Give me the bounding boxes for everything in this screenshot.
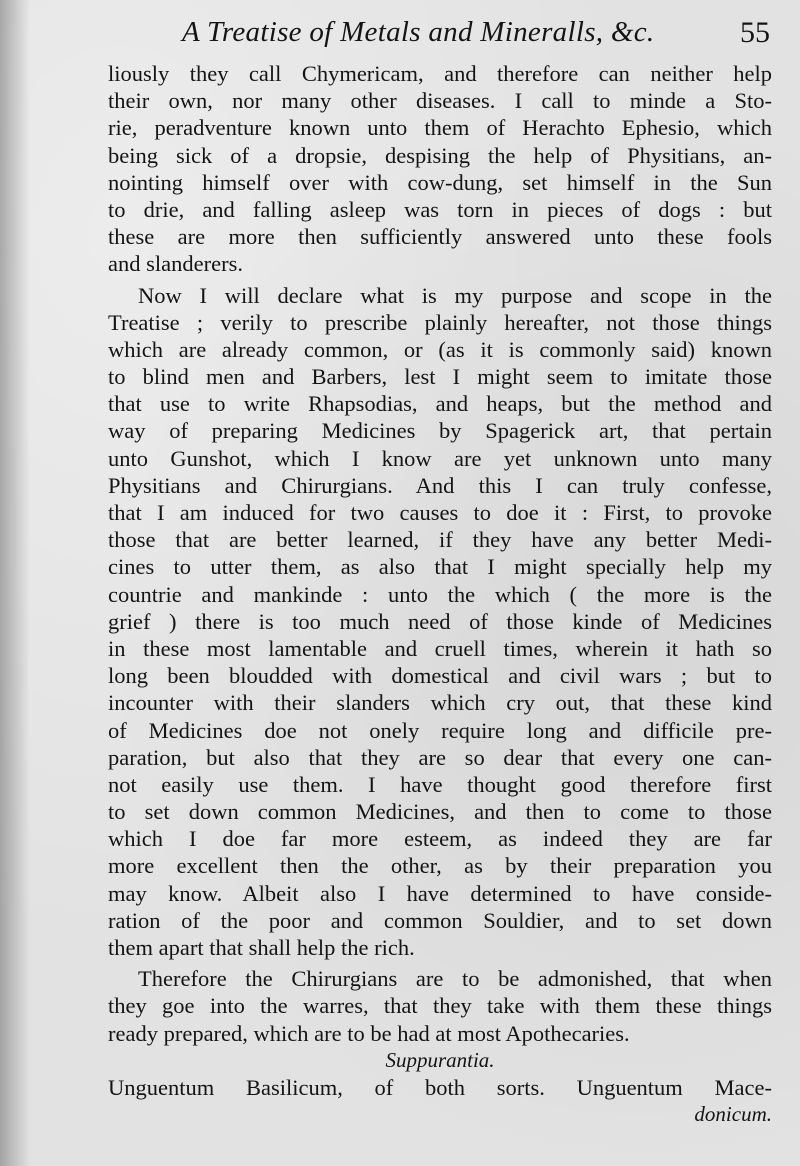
body-text <box>108 60 772 1128</box>
paragraph-3 <box>108 965 772 1047</box>
section-subheading: Suppurantia. <box>385 1047 495 1072</box>
text-line: paration, but also that they are so dear that every one can- <box>108 744 772 770</box>
text-line: their own, nor many other diseases. I call to minde a Sto- <box>108 88 772 114</box>
text-line: rie, peradventure known unto them of Herachto Ephesio, which <box>108 115 772 141</box>
text-line: long been bloudded with domestical and civil wars ; but to <box>108 663 772 689</box>
text-line: of Medicines doe not onely require long and difficile pre- <box>108 717 772 743</box>
text-line: unto Gunshot, which I know are yet unknown unto many <box>108 445 772 471</box>
text-line: these are more then sufficiently answered unto these fools <box>108 224 772 250</box>
closing-continuation: donicum. <box>694 1102 772 1127</box>
text-line: to drie, and falling asleep was torn in pieces of dogs : but <box>108 196 772 222</box>
text-line: that use to write Rhapsodias, and heaps, but the method and <box>108 391 772 417</box>
binding-shadow <box>0 0 30 1166</box>
text-line: incounter with their slanders which cry out, that these kind <box>108 690 772 716</box>
text-line: which I doe far more esteem, as indeed they are far <box>108 826 772 852</box>
text-line: liously they call Chymericam, and therefore can neither help <box>108 61 772 86</box>
text-line: Physitians and Chirurgians. And this I can truly confesse, <box>108 472 772 498</box>
text-line: to blind men and Barbers, lest I might seem to imitate those <box>108 364 772 390</box>
text-line: that I am induced for two causes to doe it : First, to provoke <box>108 500 772 525</box>
text-line: they goe into the warres, that they take with them these things <box>108 993 772 1019</box>
text-line: Now I will declare what is my purpose and scope in the <box>138 282 772 308</box>
text-line: more excellent then the other, as by their preparation you <box>108 853 772 879</box>
text-line: nointing himself over with cow-dung, set himself in the Sun <box>108 169 772 195</box>
text-line: Therefore the Chirurgians are to be admonished, that when <box>138 966 772 992</box>
paragraph-1 <box>108 60 772 278</box>
running-title: A Treatise of Metals and Mineralls, &c. <box>182 16 655 48</box>
text-line: Treatise ; verily to prescribe plainly hereafter, not those things <box>108 309 772 335</box>
text-line: those that are better learned, if they have any better Medi- <box>108 527 772 553</box>
text-line: them apart that shall help the rich. <box>108 935 415 960</box>
text-line: in these most lamentable and cruell times, wherein it hath so <box>108 635 772 661</box>
text-line: and slanderers. <box>108 251 243 277</box>
paragraph-2 <box>108 282 772 962</box>
page-number: 55 <box>740 16 770 49</box>
text-line: being sick of a dropsie, despising the help of Physitians, an- <box>108 142 772 168</box>
text-line: ready prepared, which are to be had at most Apothecaries. <box>108 1020 630 1046</box>
text-line: grief ) there is too much need of those kinde of Medicines <box>108 608 772 634</box>
closing-line: Unguentum Basilicum, of both sorts. Unguentum Mace- <box>108 1074 772 1100</box>
text-line: which are already common, or (as it is commonly said) known <box>108 336 772 362</box>
text-line: to set down common Medicines, and then to come to those <box>108 799 772 825</box>
text-line: ration of the poor and common Souldier, and to set down <box>108 907 772 933</box>
text-line: cines to utter them, as also that I might specially help my <box>108 554 772 580</box>
text-line: not easily use them. I have thought good therefore first <box>108 771 772 797</box>
text-line: countrie and mankinde : unto the which ( the more is the <box>108 581 772 607</box>
text-line: may know. Albeit also I have determined to have conside- <box>108 880 772 906</box>
page-header <box>170 14 780 56</box>
text-line: way of preparing Medicines by Spagerick art, that pertain <box>108 418 772 444</box>
